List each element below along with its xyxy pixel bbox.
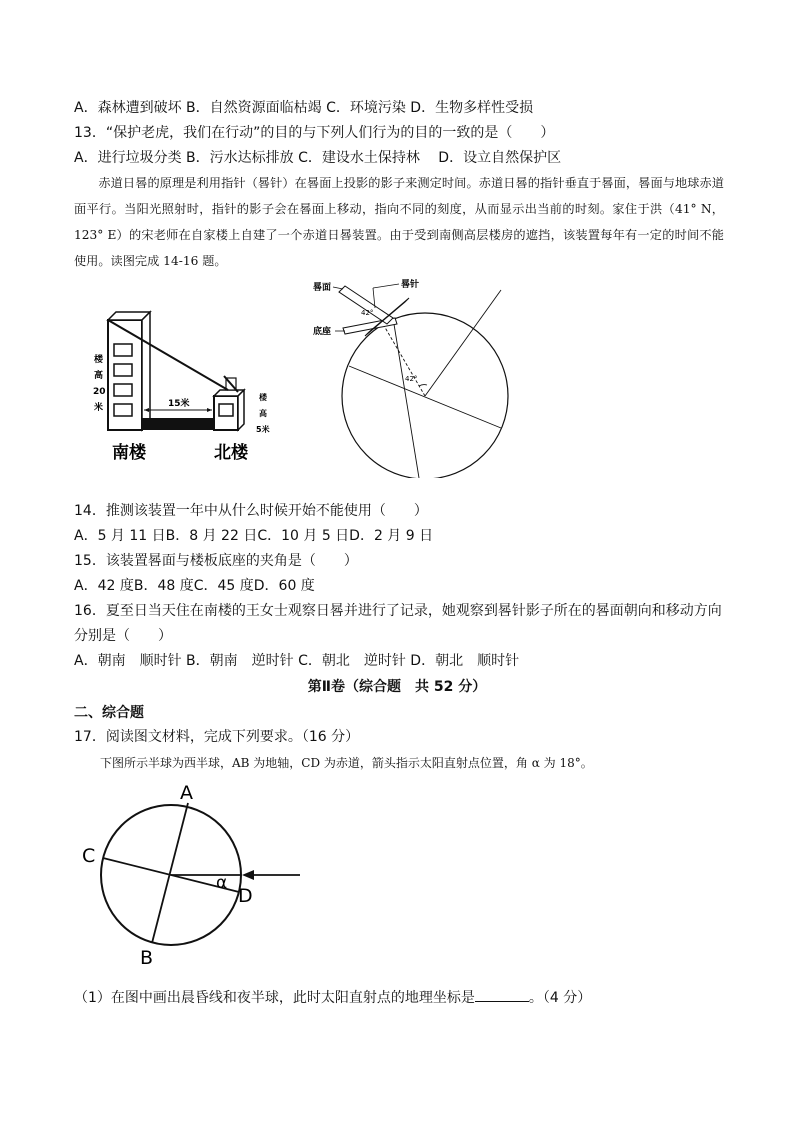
north-height-1: 楼 <box>259 393 267 402</box>
base-label: 底座 <box>313 327 332 337</box>
q17-description: 下图所示半球为西半球，AB 为地轴，CD 为赤道，箭头指示太阳直射点位置，角 α 为 18°。 <box>100 756 593 770</box>
q17-1-score: 。（4 分） <box>528 990 592 1006</box>
label-B: B <box>140 947 154 969</box>
q14-stem: 14．推测该装置一年中从什么时候开始不能使用（ ） <box>74 503 428 519</box>
south-height-4: 米 <box>94 403 104 413</box>
buildings-figure <box>78 300 288 465</box>
part2-title: 第Ⅱ卷（综合题 共 52 分） <box>307 679 487 695</box>
angle-label-center: 42° <box>405 375 418 383</box>
label-alpha: α <box>216 873 228 893</box>
south-building-label: 南楼 <box>112 443 146 463</box>
south-height-3: 20 <box>93 387 106 397</box>
material-text: 赤道日晷的原理是利用指针（晷针）在晷面上投影的影子来测定时间。赤道日晷的指针垂直于晷面，晷面与地球赤道面平行。当阳光照射时，指针的影子会在晷面上移动，指向不同的刻度，从而显示出当前的时刻。家住于洪（41° N，123° E）的宋老师在自家楼上自建了一个赤道日晷装置。由于受到南侧高层楼房的遮挡，该装置每年有一定的时间不能使用。读图完成 14-16 题。 <box>74 176 724 268</box>
label-D: D <box>238 885 253 907</box>
q13-options: A．进行垃圾分类 B．污水达标排放 C．建设水土保持林 D．设立自然保护区 <box>74 150 562 166</box>
distance-label: 15米 <box>168 399 190 409</box>
q16-stem-line1: 16．夏至日当天住在南楼的王女士观察日晷并进行了记录，她观察到晷针影子所在的晷面朝向和移动方向 <box>74 603 722 619</box>
material-paragraph <box>74 170 724 274</box>
answer-blank[interactable] <box>475 987 529 1002</box>
section-heading: 二、综合题 <box>74 705 144 721</box>
needle-label: 晷针 <box>401 280 420 290</box>
q12-options: A．森林遭到破坏 B．自然资源面临枯竭 C．环境污染 D．生物多样性受损 <box>74 100 534 116</box>
label-C: C <box>82 845 96 867</box>
q15-options: A．42 度B．48 度C．45 度D．60 度 <box>74 578 315 594</box>
angle-label-top: 42° <box>361 309 374 317</box>
q17-stem: 17．阅读图文材料，完成下列要求。（16 分） <box>74 729 360 745</box>
q16-stem-line2: 分别是（ ） <box>74 628 172 644</box>
north-height-3: 5米 <box>256 425 270 434</box>
label-A: A <box>180 782 193 804</box>
south-height-2: 高 <box>94 371 104 381</box>
q15-stem: 15．该装置晷面与楼板底座的夹角是（ ） <box>74 553 358 569</box>
south-height-1: 楼 <box>94 355 104 365</box>
face-label: 晷面 <box>313 283 332 293</box>
q13-stem: 13．“保护老虎，我们在行动”的目的与下列人们行为的目的一致的是（ ） <box>74 125 555 141</box>
north-building-label: 北楼 <box>214 443 248 463</box>
north-height-2: 高 <box>259 409 267 418</box>
q17-1-text: （1）在图中画出晨昏线和夜半球，此时太阳直射点的地理坐标是 <box>74 990 475 1006</box>
q17-1 <box>74 987 591 1008</box>
hemisphere-figure <box>78 780 318 975</box>
sundial-globe-figure <box>305 278 525 478</box>
q14-options: A．5 月 11 日B．8 月 22 日C．10 月 5 日D．2 月 9 日 <box>74 528 434 544</box>
q16-options: A．朝南 顺时针 B．朝南 逆时针 C．朝北 逆时针 D．朝北 顺时针 <box>74 653 520 669</box>
